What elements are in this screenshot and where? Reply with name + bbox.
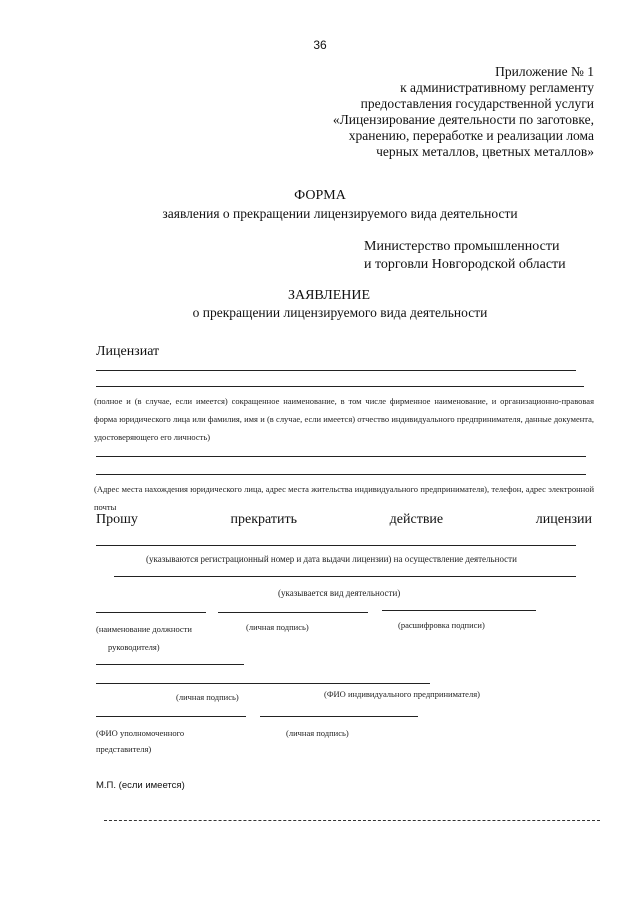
request-word: прекратить bbox=[230, 512, 298, 527]
request-word: действие bbox=[389, 512, 444, 527]
transcript-hint: (расшифровка подписи) bbox=[398, 620, 485, 630]
activity-field-line[interactable] bbox=[114, 576, 576, 577]
licensee-field-line[interactable] bbox=[96, 386, 584, 387]
appendix-header bbox=[254, 64, 594, 160]
address-field-line[interactable] bbox=[96, 474, 586, 475]
entrepreneur-field-line[interactable] bbox=[96, 683, 430, 684]
address-hint: (Адрес места нахождения юридического лица, адрес места жительства индивидуального предпринимателя), телефон, адрес электронной почты bbox=[94, 484, 594, 512]
representative-field-line[interactable] bbox=[96, 716, 246, 717]
page-number: 36 bbox=[313, 38, 327, 52]
representative-signature-line[interactable] bbox=[260, 716, 418, 717]
license-hint: (указываются регистрационный номер и дата выдачи лицензии) на осуществление деятельности bbox=[146, 554, 517, 564]
appendix-line: черных металлов, цветных металлов» bbox=[376, 144, 594, 159]
signature-hint: (личная подпись) bbox=[246, 622, 309, 632]
signature-field-line[interactable] bbox=[218, 612, 368, 613]
position-hint: руководителя) bbox=[108, 642, 160, 652]
entrepreneur-field-line[interactable] bbox=[96, 664, 244, 665]
appendix-line: Приложение № 1 bbox=[495, 64, 594, 79]
statement-title: ЗАЯВЛЕНИЕ bbox=[287, 288, 371, 303]
form-title: ФОРМА bbox=[294, 188, 346, 203]
recipient-block bbox=[364, 238, 566, 274]
recipient-line: Министерство промышленности bbox=[364, 239, 560, 254]
signature-hint: (личная подпись) bbox=[286, 728, 349, 738]
representative-hint: (ФИО уполномоченного bbox=[96, 728, 185, 738]
signature-hint: (личная подпись) bbox=[176, 692, 239, 702]
entrepreneur-fio-hint: (ФИО индивидуального предпринимателя) bbox=[324, 689, 480, 699]
transcript-field-line[interactable] bbox=[382, 610, 536, 611]
form-subtitle: заявления о прекращении лицензируемого вида деятельности bbox=[162, 206, 518, 221]
statement-subtitle: о прекращении лицензируемого вида деятельности bbox=[192, 305, 488, 320]
appendix-line: предоставления государственной услуги bbox=[360, 96, 594, 111]
license-field-line[interactable] bbox=[96, 545, 576, 546]
stamp-label: М.П. (если имеется) bbox=[96, 780, 185, 791]
request-word: лицензии bbox=[535, 512, 592, 527]
licensee-field-line[interactable] bbox=[96, 370, 576, 371]
appendix-line: к административному регламенту bbox=[400, 80, 594, 95]
address-field-line[interactable] bbox=[96, 456, 586, 457]
appendix-line: «Лицензирование деятельности по заготовке, bbox=[332, 112, 594, 127]
licensee-label: Лицензиат bbox=[96, 344, 160, 359]
appendix-line: хранению, переработке и реализации лома bbox=[348, 128, 594, 143]
recipient-line: и торговли Новгородской области bbox=[364, 257, 566, 272]
name-hint: (полное и (в случае, если имеется) сокращенное наименование, в том числе фирменное наименование, и организационно-правовая форма юридического лица или фамилия, имя и (в случае, если имеется) отчество индивидуального предпринимателя, данные документа, удостоверяющего его личность) bbox=[94, 396, 594, 442]
activity-hint: (указывается вид деятельности) bbox=[278, 588, 401, 598]
position-hint: (наименование должности bbox=[96, 624, 192, 634]
request-line bbox=[96, 512, 592, 528]
position-field-line[interactable] bbox=[96, 612, 206, 613]
request-word: Прошу bbox=[96, 512, 138, 527]
representative-hint: представителя) bbox=[96, 744, 152, 754]
bottom-divider bbox=[104, 820, 600, 821]
